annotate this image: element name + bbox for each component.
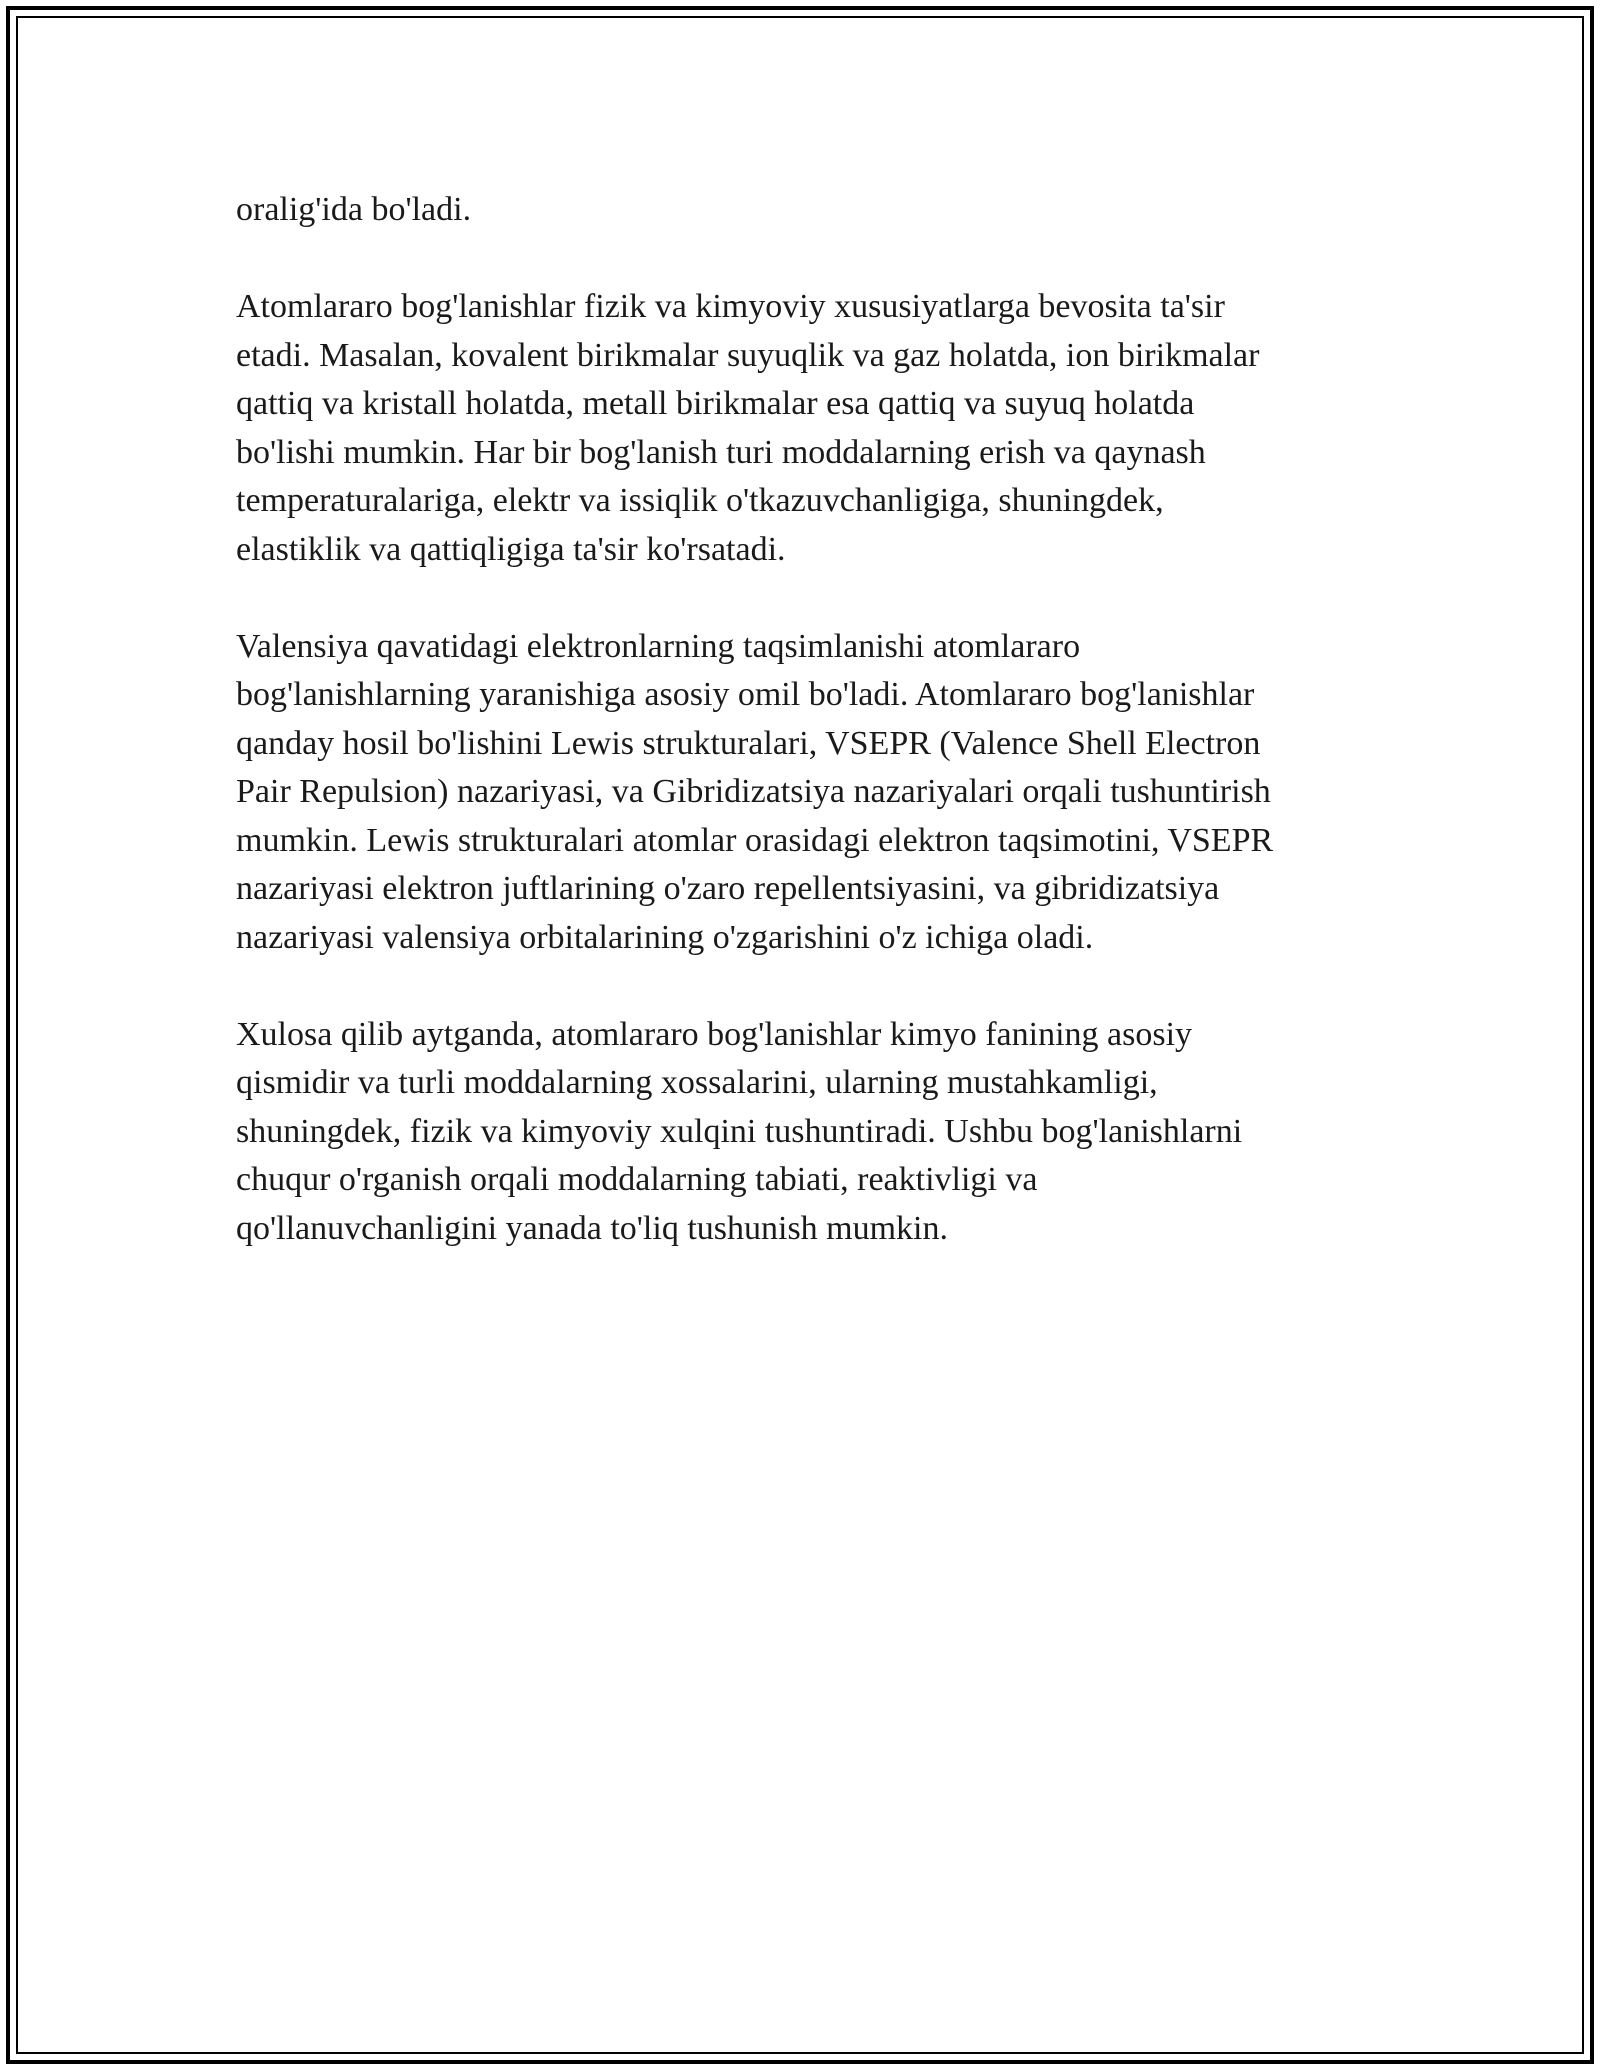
paragraph-valence-theories: Valensiya qavatidagi elektronlarning taqsimlanishi atomlararo bog'lanishlarning yaranishiga asosiy omil bo'ladi. Atomlararo bog'lanishlar qanday hosil bo'lishini Lewis strukturalari, VSEPR (Valence Shell Electron Pair Repulsion) nazariyasi, va Gibridizatsiya nazariyalari orqali tushuntirish mumkin. Lewis strukturalari atomlar orasidagi elektron taqsimotini, VSEPR nazariyasi elektron juftlarining o'zaro repellentsiyasini, va gibridizatsiya nazariyasi valensiya orbitalarining o'zgarishini o'z ichiga oladi. [236,627,1274,956]
paragraph-properties: Atomlararo bog'lanishlar fizik va kimyoviy xususiyatlarga bevosita ta'sir etadi. Masalan, kovalent birikmalar suyuqlik va gaz holatda, ion birikmalar qattiq va kristall holatda, metall birikmalar esa qattiq va suyuq holatda bo'lishi mumkin. Har bir bog'lanish turi moddalarning erish va qaynash temperaturalariga, elektr va issiqlik o'tkazuvchanligiga, shuningdek, elastiklik va qattiqligiga ta'sir ko'rsatadi. [236,288,1260,568]
paragraph-conclusion: Xulosa qilib aytganda, atomlararo bog'lanishlar kimyo fanining asosiy qismidir va turli moddalarning xossalarini, ularning mustahkamligi, shuningdek, fizik va kimyoviy xulqini tushuntiradi. Ushbu bog'lanishlarni chuqur o'rganish orqali moddalarning tabiati, reaktivligi va qo'llanuvchanligini yanada to'liq tushunish mumkin. [236,1015,1243,1247]
paragraph-continuation: oralig'ida bo'ladi. [236,191,472,228]
document-body [236,186,1366,1302]
